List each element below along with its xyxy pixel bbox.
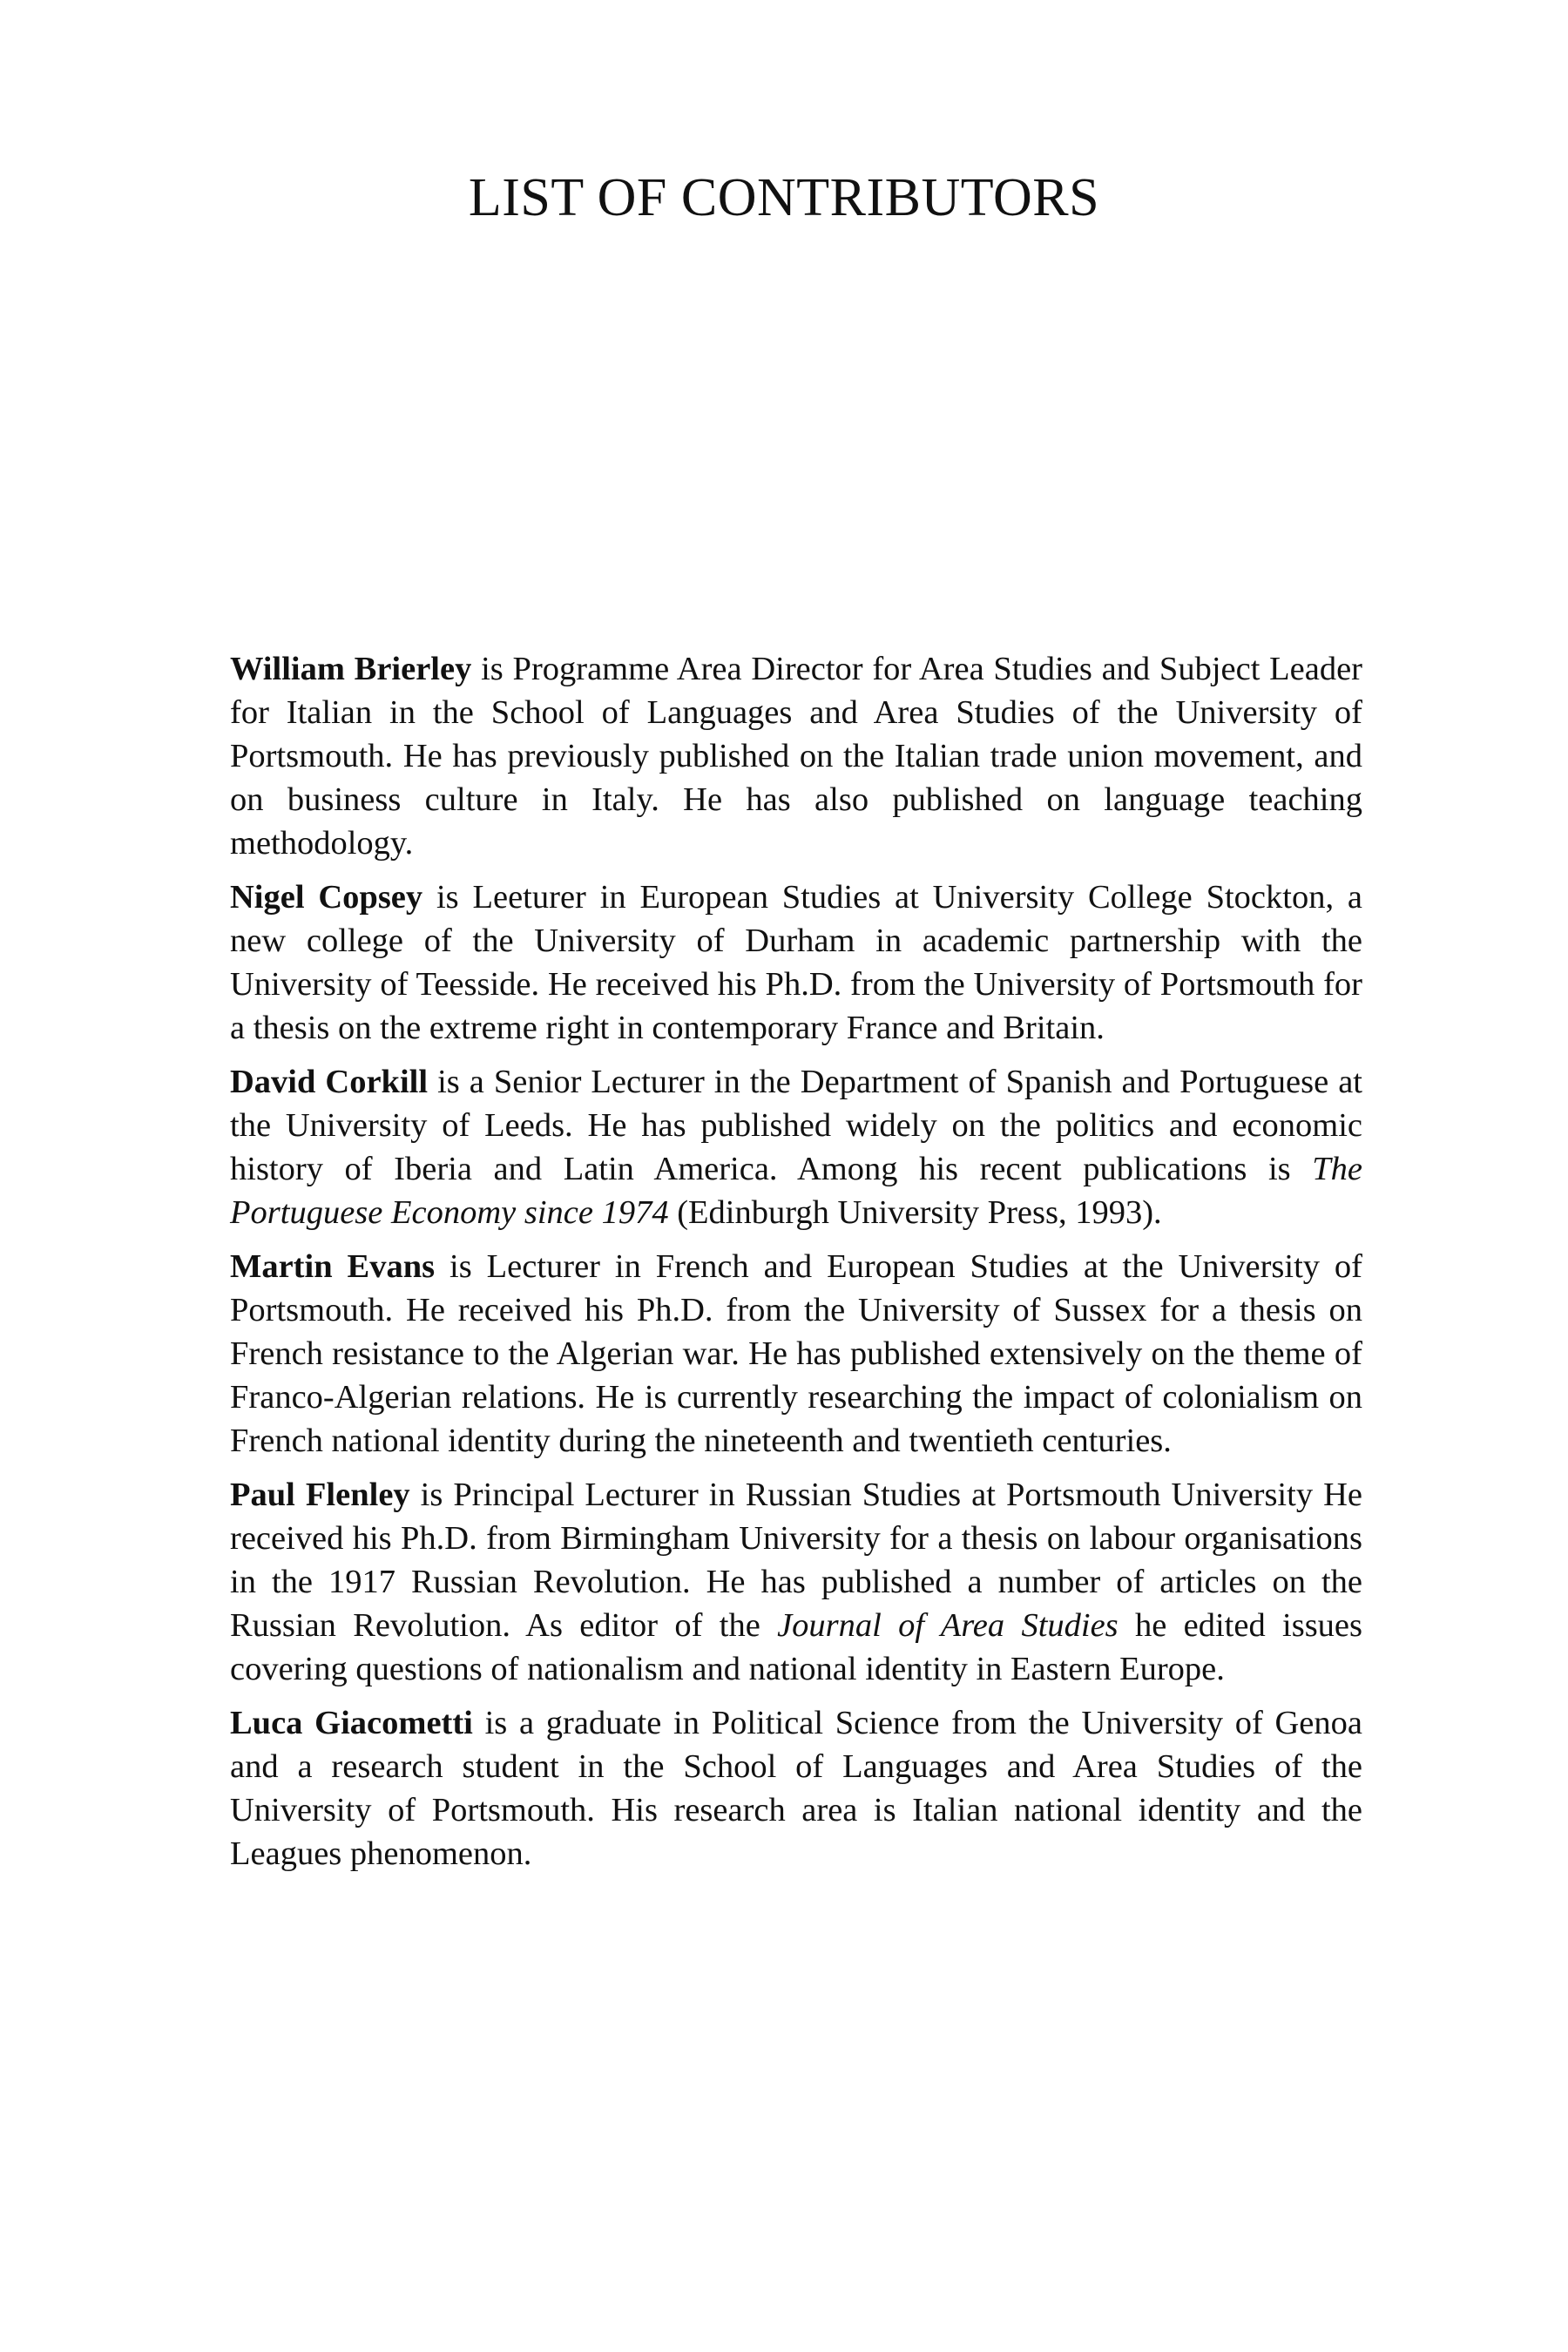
contributor-entry xyxy=(230,1701,1362,1876)
contributor-bio: is Principal Lecturer in Russian Studies at Portsmouth University He received his Ph.D. from Birmingham University for a thesis on labour organisations in the 1917 Russian Revolution. He has published a number of articles on the Russian Revolution. As editor of the xyxy=(230,1477,1362,1644)
contributor-name: Martin Evans xyxy=(230,1248,436,1285)
contributor-bio: is Leeturer in European Studies at University College Stockton, a new college of the University of Durham in academic partnership with the University of Teesside. He received his Ph.D. from the University of Portsmouth for a thesis on the extreme right in contemporary France and Britain. xyxy=(230,879,1362,1046)
contributor-name: David Corkill xyxy=(230,1064,429,1100)
contributor-entry xyxy=(230,1060,1362,1234)
contributor-name: Nigel Copsey xyxy=(230,879,423,916)
contributor-bio: he edited issues covering questions of nationalism and national identity in Eastern Europe. xyxy=(230,1607,1362,1687)
contributor-bio: is a graduate in Political Science from the University of Genoa and a research student in the School of Languages and Area Studies of the University of Portsmouth. His research area is Italian national identity and the Leagues phenomenon. xyxy=(230,1705,1362,1872)
publication-title: The Portuguese Economy since 1974 xyxy=(230,1151,1362,1231)
contributor-bio: is Lecturer in French and European Studies at the University of Portsmouth. He received his Ph.D. from the University of Sussex for a thesis on French resistance to the Algerian war. He has published extensively on the theme of Franco-Algerian relations. He is currently researching the impact of colonialism on French national identity during the nineteenth and twentieth centuries. xyxy=(230,1248,1363,1459)
journal-title: Journal of Area Studies xyxy=(777,1607,1119,1644)
page-title: LIST OF CONTRIBUTORS xyxy=(468,168,1100,227)
contributor-entry xyxy=(230,1473,1362,1691)
contributor-list xyxy=(230,647,1362,1886)
contributor-entry xyxy=(230,647,1362,865)
contributor-name: Luca Giacometti xyxy=(230,1705,473,1741)
contributor-bio: is a Senior Lecturer in the Department of Spanish and Portuguese at the University of Leeds. He has published widely on the politics and economic history of Iberia and Latin America. Among his recent publications is xyxy=(230,1064,1363,1187)
contributor-entry xyxy=(230,1245,1362,1463)
contributor-bio: is Programme Area Director for Area Studies and Subject Leader for Italian in the School of Languages and Area Studies of the University of Portsmouth. He has previously published on the Italian trade union movement, and on business culture in Italy. He has also published on language teaching methodology. xyxy=(230,651,1362,862)
contributor-bio: (Edinburgh University Press, 1993). xyxy=(668,1194,1162,1231)
contributor-name: Paul Flenley xyxy=(230,1477,410,1513)
contributor-name: William Brierley xyxy=(230,651,472,687)
contributor-entry xyxy=(230,875,1362,1050)
